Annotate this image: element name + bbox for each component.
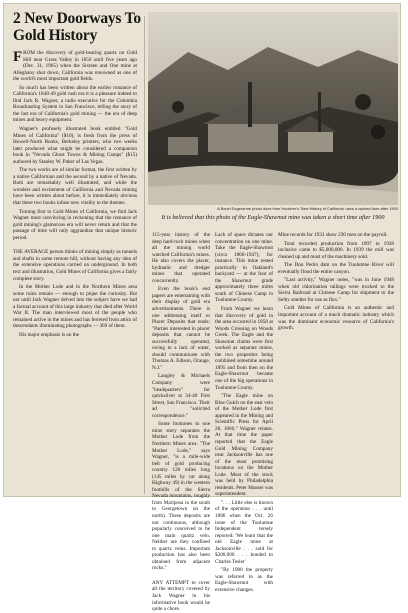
newspaper-clipping xyxy=(4,4,400,613)
article-column-1 xyxy=(13,50,137,494)
paragraph: "Last activity," Wagner notes, "was in June 1948 when old chlorination tailings were trucked to the Sierra Railroad at Chinese Camp for shipment to the Selby smelter for use as flux." xyxy=(278,277,394,303)
paragraph: Wagner's profusely illustrated book entitled "Gold Mines of California" ($10), is fresh from the press of Howell-North Books, Berkeley printers, who two weeks later produced what might be considered a companion book in "Nevada Ghost Towns & Mining Camps" ($15) authored by Stanley W. Paher of Las Vegas. xyxy=(13,126,137,165)
article-column-2 xyxy=(152,232,210,613)
paragraph: The Don Pedro dam on the Tuolumne River will eventually flood the entire canyon. xyxy=(278,262,394,275)
paragraph: So much has been written about the earlier romance of California's 1848-49 gold rush era it is a pleasure indeed to find Jack R. Wagner, a radio executive for the Columbia Broadcasting System in San Francisco, telling the story of the last era of California's gold mining — the era of deep mines and heavy equipment. xyxy=(13,84,137,124)
article-column-3 xyxy=(215,232,273,593)
paragraph: Some footnotes to one mine story separates the Mother Lode from the Northern Mines area. "The Mother Lode," says Wagner, "is a mile-wide belt of gold producing country 120 miles long (145 miles by car along Highway 49) in the western foothills of the Sierra Nevada mountains, roughly from Mariposa in the south to Georgetown on the north). These deposits are not continuous, although popularly conceived to be one main quartz vein. Neither are they confined to quartz veins. Important production has also been obtained from adjacent rocks." xyxy=(152,421,210,572)
photo-caption: It is believed that this photo of the Eagle-Shawmut mine was taken a short time after 1900 xyxy=(161,214,385,221)
paragraph: 115-year history of the deep hard-rock mines when all the mining world watched California's mines. He also covers the placer, hydraulic and dredger mines that operated concurrently. xyxy=(152,232,210,284)
paragraph: "By 1900 the property was referred to as the Eagle-Shawmut with extensive changes. xyxy=(215,567,273,593)
paragraph: Mine records for 1931 show 230 men on the payroll. xyxy=(278,232,388,238)
column-divider xyxy=(144,16,145,494)
paragraph: Turning first to Gold Mines of California, we find Jack Wagner most convincing in reckoning that the romance of gold mining's glamorous era will never return and that the passage of time will only aggrandize that unique historic period. xyxy=(13,208,137,241)
mine-photo xyxy=(148,12,398,205)
paragraph: His major emphasis is on the xyxy=(19,331,80,338)
paragraph: Even the book's end papers are entertaining with their display of gold era advertisements. There is one addressing itself to Placer Deposits that reads: "Parties interested in placer deposits that cannot be successfully operated, owing to a lack of water, should communicate with Thomas A. Edison, Orange, N.J." xyxy=(152,286,210,371)
paragraph: FROM the discovery of gold-bearing quartz on Gold Hill near Grass Valley in 1850 until five years ago (Dec. 31, 1965) when the Sixteen and One mine at Alleghany shut down, California was renowned as one of the world's most important gold fields. xyxy=(13,49,137,83)
paragraph: Gold Mines of California is an authentic and important account of a much dramatic industry which was the dominant economic resource of California's growth. xyxy=(278,305,394,332)
paragraph: Lack of space dictates our concentration on one mine. Take the Eagle-Shawmut (circa 1860-1947), for instance. This mine rested practically in Oakland's backyard — at the foot of the Shawmut grade approximately three miles south of Chinese Camp in Tuolumne County. xyxy=(215,232,273,304)
paragraph: From Wagner we learn that discovery of gold in the area occurred in 1858 at Woods Crossing on Woods Creek. The Eagle and the Shawmut claims were first worked as separate mines, the two properties being combined sometime around 1895 and from then on the Eagle-Shawmut became one of the big operations in Tuolumne County. xyxy=(215,306,273,391)
photo-credit: A Bonel Dogerarme photo does from Hoolerer's 'New History of California' uses a cached from after 1900 xyxy=(217,206,398,211)
paragraph: Total recorded production from 1897 to 1938 inclusive came to $5,000,000. In 1939 the mill was cleaned up and most of the machinery sold. xyxy=(278,240,394,260)
headline: 2 New Doorways To Gold History xyxy=(13,10,141,44)
article-column-4 xyxy=(278,232,394,494)
paragraph: ". . . Little else is known of the operation . . . until 1886 when the Oct. 26 issue of the Tuolumne Independent tersely reported: 'We learn that the old Eagle mine at Jacksonville . . . sold for $200,000 . . . bonded to Charles Tesler' xyxy=(215,499,273,565)
paragraph: In the Mother Lode and in the Northern Mines area some ruins remain — enough to pique the curiosity. But not until Jack Wagner delved into the subject have we had a factual account of this large industry that died after World War II. The man interviewed most of the people who remained active in the mines and has ferreted from attics of descendants illuminating photographs — 369 of them. xyxy=(13,284,137,330)
paragraph: THE AVERAGE person thinks of mining simply as tunnels and shafts in some remote hill, without having any idea of the extensive operations carried on underground. In both text and illustration, Gold Mines of California gives a fairly complete story. xyxy=(13,249,137,282)
paragraph: ANY ATTEMPT to cover all the territory covered by Jack Wagner in his informative book would be quite a chore. xyxy=(152,579,210,613)
paragraph: The two works are of similar format, the first written by a native Californian and the second by a native of Nevada. Both are remarkably well illustrated, and while the wonders and excitement of California and Nevada mining have been written about before, it is immediately obvious that these two books infuse new vitality to the themes. xyxy=(13,167,137,207)
paragraph: Langley & Michaels Company were "headquarters" for quicksilver at 34-40 First Street, San Francisco. Their ad "solicited correspondence." xyxy=(152,373,210,419)
paragraph: "The Eagle mine on Blue Gulch on the east vein of the Mother Lode first appeared in the Mining and Scientific Press for April 28, 1866," Wagner relates. At that time the paper reported that the Eagle Gold Mining Company near Jacksonville has one of the most promising locations on the Mother Lode. Most of the stock was held by Philadelphia residents. Peter Musser was superintendent. xyxy=(215,393,273,498)
